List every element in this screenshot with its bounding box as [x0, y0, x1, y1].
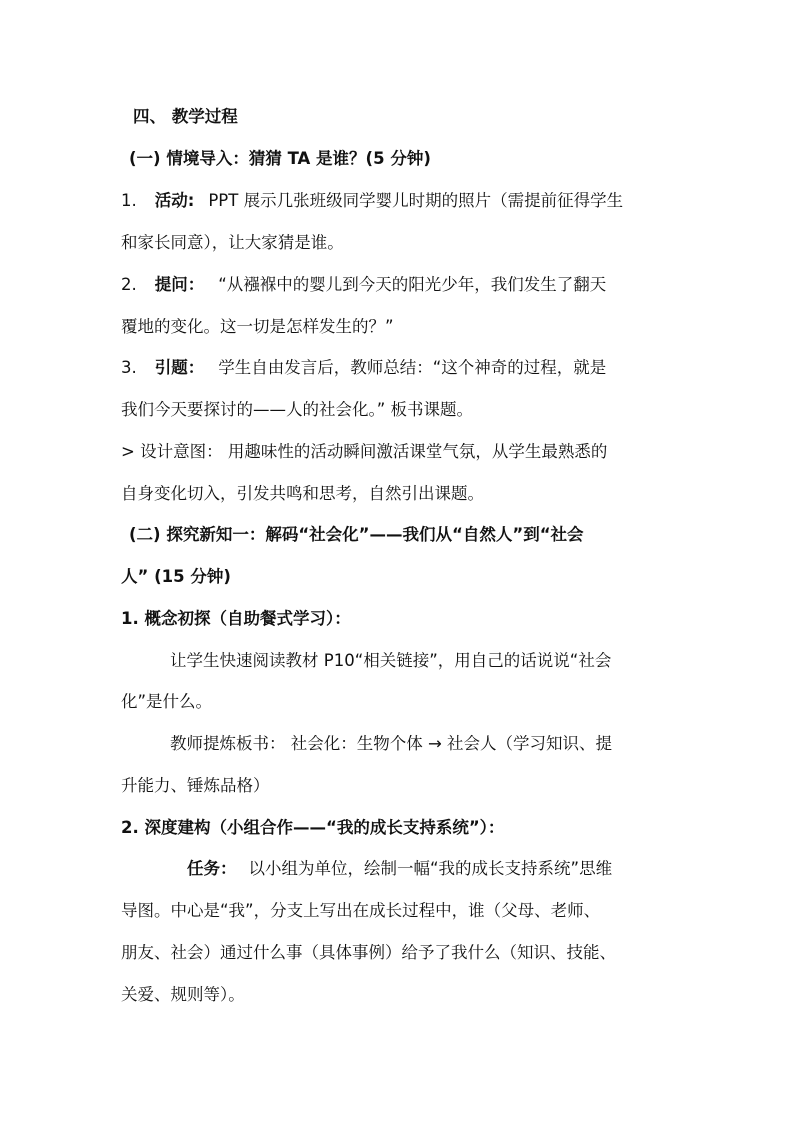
- task-line-4: 关爱、规则等）。: [121, 985, 245, 1004]
- activity-line-1: [121, 190, 623, 212]
- section-heading: 四、 教学过程: [133, 107, 238, 126]
- concept-heading: 1. 概念初探（自助餐式学习）：: [121, 609, 351, 628]
- item-label: 活动:: [154, 191, 195, 210]
- intro-line-1: [121, 357, 606, 379]
- task-line-3: 朋友、社会）通过什么事（具体事例）给予了我什么（知识、技能、: [121, 943, 616, 962]
- item-text: “从襁褓中的婴儿到今天的阳光少年，我们发生了翻天: [218, 275, 607, 294]
- design-intent-line-1: > 设计意图： 用趣味性的活动瞬间激活课堂气氛，从学生最熟悉的: [121, 442, 608, 461]
- task-text: 以小组为单位，绘制一幅“我的成长支持系统”思维: [248, 859, 613, 878]
- intro-line-2: 我们今天要探讨的——人的社会化。” 板书课题。: [121, 400, 474, 419]
- subsection-2-title-line-1: (二) 探究新知一：解码“社会化”——我们从“自然人”到“社会: [129, 525, 584, 544]
- design-intent-line-2: 自身变化切入，引发共鸣和思考，自然引出课题。: [121, 484, 484, 503]
- item-text: 学生自由发言后，教师总结：“这个神奇的过程，就是: [218, 358, 607, 377]
- item-number: 3.: [121, 358, 137, 377]
- subsection-1-title: (一) 情境导入：猜猜 TA 是谁？(5 分钟): [129, 149, 431, 168]
- activity-line-2: 和家长同意），让大家猜是谁。: [121, 233, 344, 252]
- question-line-2: 覆地的变化。这一切是怎样发生的？”: [121, 317, 394, 336]
- task-line-1: [187, 858, 612, 880]
- board-summary-line-2: 升能力、锤炼品格）: [121, 776, 270, 795]
- question-line-1: [121, 274, 606, 296]
- item-label: 提问：: [154, 275, 205, 294]
- concept-para-1-line-2: 化”是什么。: [121, 692, 213, 711]
- subsection-2-title-line-2: 人” (15 分钟): [121, 567, 231, 586]
- item-text: PPT 展示几张班级同学婴儿时期的照片（需提前征得学生: [208, 191, 624, 210]
- item-number: 2.: [121, 275, 137, 294]
- concept-para-1-line-1: 让学生快速阅读教材 P10“相关链接”，用自己的话说说“社会: [170, 651, 612, 670]
- board-summary-line-1: 教师提炼板书： 社会化：生物个体 → 社会人（学习知识、提: [170, 734, 613, 753]
- deep-build-heading: 2. 深度建构（小组合作——“我的成长支持系统”）：: [121, 818, 505, 837]
- item-label: 引题：: [154, 358, 205, 377]
- task-line-2: 导图。中心是“我”，分支上写出在成长过程中，谁（父母、老师、: [121, 901, 601, 920]
- item-number: 1.: [121, 191, 137, 210]
- task-label: 任务：: [187, 859, 237, 878]
